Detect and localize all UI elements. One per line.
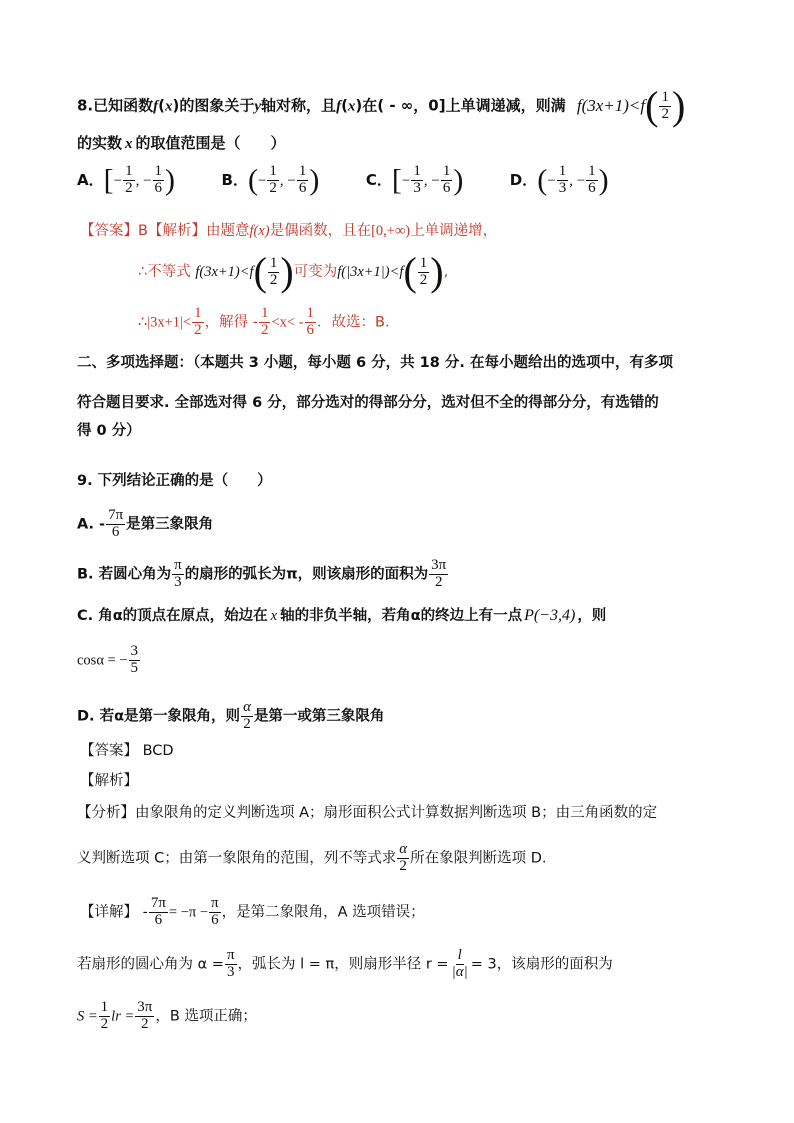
q9-option-c-line2: cosα = − $\frac{3}{5}$ — [77, 643, 139, 676]
q9-option-d: D. 若α是第一象限角，则 $\frac{\alpha}{2}$ 是第一或第三象限角 — [77, 699, 385, 732]
q9-option-a: A. - $\frac{7\pi}{6}$ 是第三象限角 — [77, 507, 214, 540]
q8-answer-line3: ∴|3x+1|< $\frac{1}{2}$ ，解得 - $\frac{1}{2}$ <x< - $\frac{1}{6}$ ．故选：B． — [138, 305, 400, 338]
q8-answer-line1: 【答案】B【解析】由题意f(x)是偶函数，且在[0,+∞)上单调递增， — [80, 223, 498, 239]
q9-sector-line: 若扇形的圆心角为 α = $\frac{\pi}{3}$ ，弧长为 l = π，则扇形半径 r = $\frac{l}{|\alpha|}$ = 3，该扇形的面积为 — [77, 947, 613, 980]
section2-line2: 符合题目要求. 全部选对得 6 分，部分选对的得部分分，选对但不全的得部分分，有选错的 — [77, 395, 659, 411]
q9-analysis-head: 【解析】 — [80, 773, 138, 789]
q8-options — [77, 164, 734, 197]
section2-line1: 二、多项选择题：（本题共 3 小题，每小题 6 分，共 18 分. 在每小题给出的选项中，有多项 — [77, 355, 673, 371]
q8-stem-text: 8.已知函数 — [77, 96, 154, 115]
q9-analysis-line1: 【分析】由象限角的定义判断选项 A；扇形面积公式计算数据判断选项 B；由三角函数的定 — [77, 805, 658, 821]
option-b: B．(− $\frac{1}{2}$ , − $\frac{1}{6}$ ) — [221, 163, 320, 197]
section2-line3: 得 0 分） — [77, 423, 141, 439]
q9-stem: 9. 下列结论正确的是（ ） — [77, 473, 272, 489]
q9-option-c-line1: C. 角α的顶点在原点，始边在 x 轴的非负半轴，若角α的终边上有一点 P(−3,4) ，则 — [77, 607, 607, 624]
q9-analysis-line2: 义判断选项 C；由第一象限角的范围，列不等式求 $\frac{\alpha}{2}$ 所在象限判断选项 D. — [77, 841, 547, 874]
option-c: C．[− $\frac{1}{3}$ , − $\frac{1}{6}$ ) — [365, 163, 464, 197]
q9-detail-line: 【详解】 - $\frac{7\pi}{6}$ = −π − $\frac{\pi}{6}$ ，是第二象限角，A 选项错误； — [80, 895, 425, 928]
option-d: D．(− $\frac{1}{3}$ , − $\frac{1}{6}$ ) — [509, 163, 609, 197]
q9-option-b: B. 若圆心角为 $\frac{\pi}{3}$ 的扇形的弧长为π，则该扇形的面积为 $\frac{3\pi}{2}$ — [77, 557, 447, 590]
q9-area-line: S = $\frac{1}{2}$ lr = $\frac{3\pi}{2}$ ，B 选项正确； — [77, 999, 257, 1032]
q8-answer-line2: ∴不等式 f(3x+1)<f( $\frac{1}{2}$ )可变为f(|3x+1|)<f( $\frac{1}{2}$ ), — [138, 249, 449, 294]
q9-answer: 【答案】 BCD — [80, 743, 174, 759]
q8-stem-line2: 的实数 x 的取值范围是（ ） — [77, 134, 286, 152]
q8-inequality: f(3x+1)<f — [576, 95, 646, 115]
q8-stem-line1: 8.已知函数f(x)的图象关于y轴对称，且f(x)在( - ∞，0]上单调递减，则满 f(3x+1)<f( $\frac{1}{2}$ ) — [77, 83, 686, 128]
option-a: A．[− $\frac{1}{2}$ , − $\frac{1}{6}$ ) — [77, 163, 176, 197]
half-fraction: $\frac{1}{2}$ — [661, 88, 669, 122]
